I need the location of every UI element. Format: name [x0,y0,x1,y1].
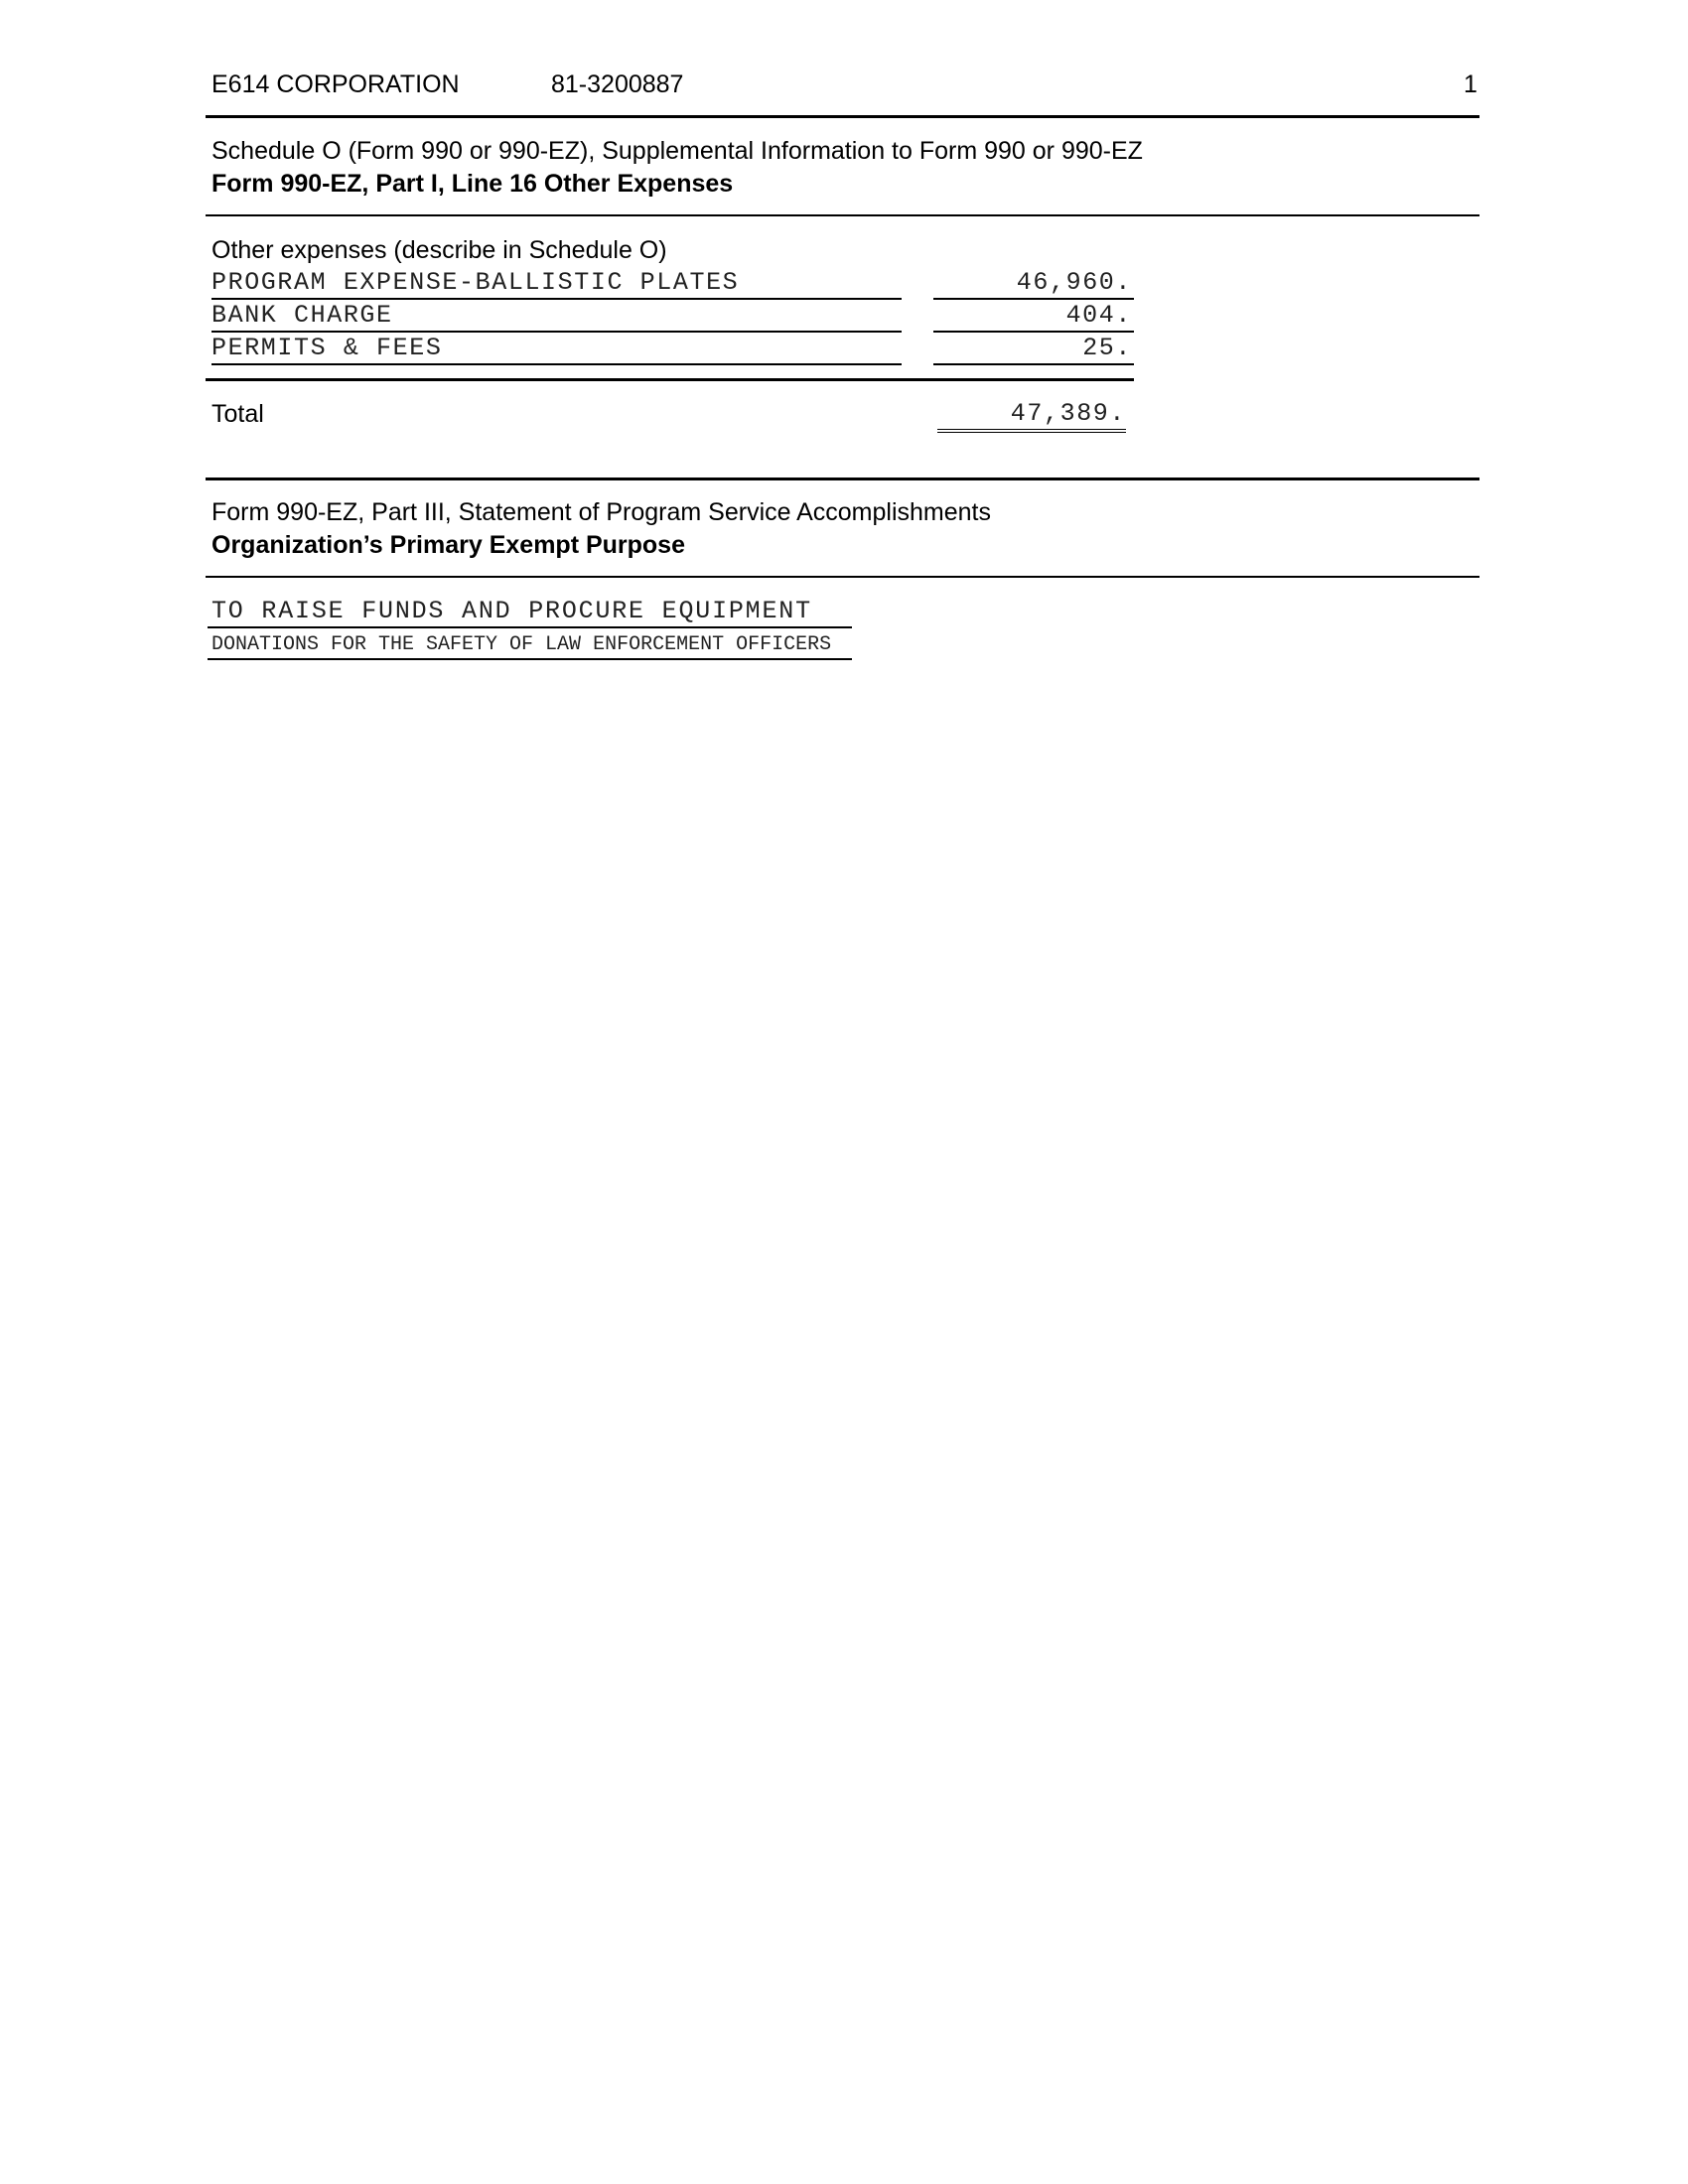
part3-title: Form 990-EZ, Part III, Statement of Program Service Accomplishments [211,498,991,526]
ein-number: 81-3200887 [551,70,684,98]
organization-name: E614 CORPORATION [211,70,460,98]
purpose-line: TO RAISE FUNDS AND PROCURE EQUIPMENT [208,597,852,628]
header-divider [206,115,1479,118]
schedule-subtitle: Form 990-EZ, Part I, Line 16 Other Expenses [211,170,734,198]
purpose-line: DONATIONS FOR THE SAFETY OF LAW ENFORCEMENT OFFICERS [208,632,852,660]
part3-subtitle: Organization’s Primary Exempt Purpose [211,531,685,559]
expense-row-amount: 25. [933,334,1134,365]
section-divider [206,478,1479,480]
page-number: 1 [1464,70,1477,98]
section-divider [206,214,1479,216]
expense-row-label: PERMITS & FEES [211,334,902,365]
table-bottom-rule [206,378,1134,381]
expense-row-amount: 404. [933,301,1134,333]
expense-row-label: PROGRAM EXPENSE-BALLISTIC PLATES [211,268,902,300]
other-expenses-heading: Other expenses (describe in Schedule O) [211,236,667,264]
schedule-title: Schedule O (Form 990 or 990-EZ), Supplemental Information to Form 990 or 990-EZ [211,137,1143,165]
total-label: Total [211,400,264,428]
total-amount: 47,389. [937,399,1126,433]
expense-row-label: BANK CHARGE [211,301,902,333]
section-divider [206,576,1479,578]
expense-row-amount: 46,960. [933,268,1134,300]
